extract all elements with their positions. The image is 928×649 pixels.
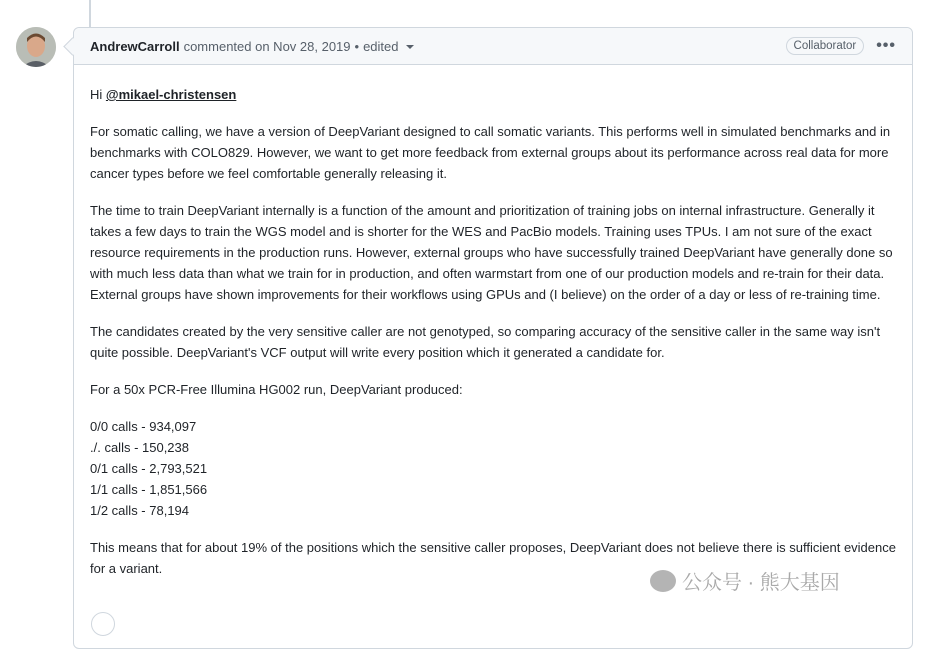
comment-header [74,28,912,65]
edited-dropdown[interactable] [363,39,413,54]
user-mention-link[interactable]: @mikael-christensen [105,87,237,102]
separator: • [354,38,360,54]
call-line: 0/1 calls - 2,793,521 [90,461,208,476]
more-options-icon[interactable]: ••• [876,37,896,54]
call-line: 1/2 calls - 78,194 [90,503,190,518]
call-line: 1/1 calls - 1,851,566 [90,482,208,497]
edited-label: edited [363,38,399,54]
wechat-icon [650,570,676,592]
author-avatar[interactable] [16,27,56,67]
timeline-line [89,0,91,28]
paragraph: For somatic calling, we have a version of DeepVariant designed to call somatic variants. This performs well in simulated benchmarks and in benchmarks with COLO829. However, we want to get more feedback from external groups about its performance across real data for more cancer types before we feel comfortable generally releasing it. [90,124,891,181]
paragraph: The time to train DeepVariant internally is a function of the amount and prioritization of training jobs on internal infrastructure. Generally it takes a few days to train the WGS model and is shorter for the WES and PacBio models. Training uses TPUs. I am not sure of the exact resource requirements in the production runs. However, external groups who have successfully trained DeepVariant have generally done so with much less data than what we train for in production, and often warmstart from one of our production models and re-train for their data. External groups have shown improvements for their workflows using GPUs and (I believe) on the order of a day or less of re-training time. [90,203,893,302]
watermark [650,566,840,595]
avatar-image [16,27,56,67]
comment-card [73,27,913,649]
calls-list [90,416,896,521]
call-line: ./. calls - 150,238 [90,440,189,455]
greeting-paragraph [90,84,896,105]
collaborator-badge: Collaborator [786,37,865,55]
comment-body [74,65,912,579]
author-link[interactable]: AndrewCarroll [90,38,180,54]
watermark-text: 公众号 · 熊大基因 [682,572,840,594]
greeting-text: Hi [90,87,103,102]
chevron-down-icon [406,45,414,49]
reaction-button[interactable] [91,612,115,636]
conclusion-paragraph: This means that for about 19% of the positions which the sensitive caller proposes, DeepVariant does not believe there is sufficient evidence for a variant. [90,540,896,576]
paragraph: For a 50x PCR-Free Illumina HG002 run, DeepVariant produced: [90,382,463,397]
paragraph: The candidates created by the very sensitive caller are not genotyped, so comparing accuracy of the sensitive caller in the same way isn't quite possible. DeepVariant's VCF output will write every position which it generated a candidate for. [90,324,881,360]
call-line: 0/0 calls - 934,097 [90,419,197,434]
comment-timestamp[interactable]: commented on Nov 28, 2019 [183,38,351,54]
